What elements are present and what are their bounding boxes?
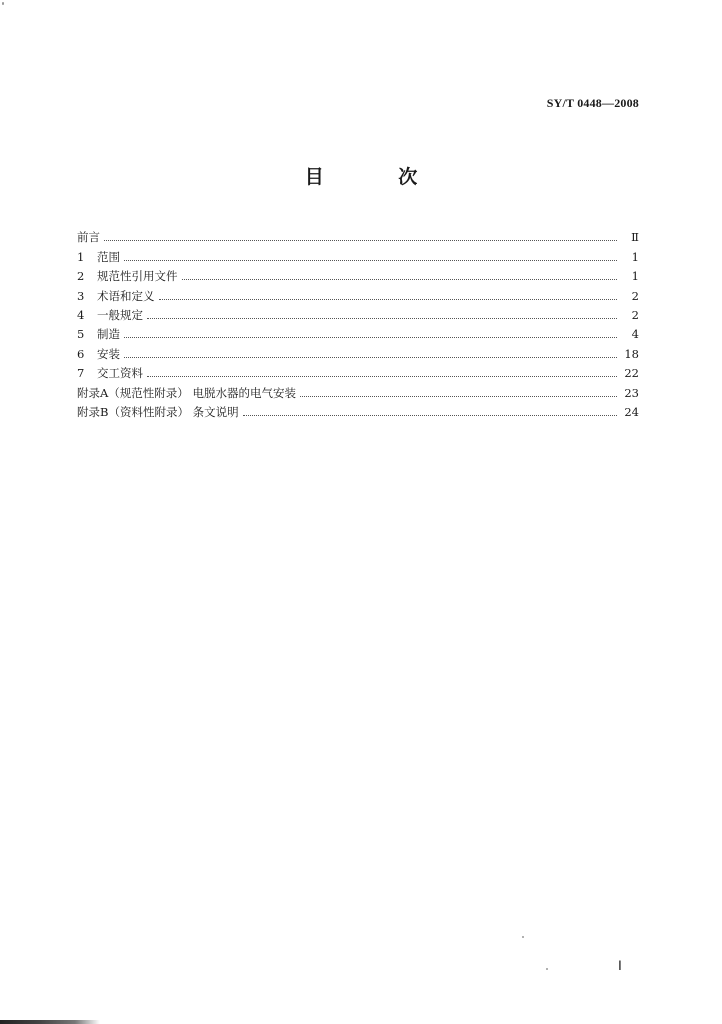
page-number: Ⅰ — [618, 958, 622, 973]
toc-entry-label-group — [77, 405, 243, 419]
toc-entry-page: 24 — [624, 404, 639, 419]
toc-entry[interactable] — [77, 341, 639, 360]
toc-entry[interactable] — [77, 380, 639, 399]
page-title: 目 次 — [304, 166, 452, 188]
scan-mark — [522, 936, 524, 938]
toc-entry[interactable] — [77, 400, 639, 419]
dot-leader — [300, 396, 617, 397]
toc-entry-title: 术语和定义 — [97, 288, 155, 303]
toc-entry-number: 3 — [77, 288, 85, 303]
dot-leader — [104, 240, 617, 241]
toc-entry-title: 规范性引用文件 — [97, 269, 178, 284]
toc-entry-title: 附录B（资料性附录） 条文说明 — [77, 404, 239, 419]
standard-code: SY/T 0448—2008 — [546, 96, 639, 110]
toc-entry-number: 7 — [77, 366, 85, 381]
toc-entry-page: 22 — [624, 366, 639, 381]
toc-entry-label-group — [77, 250, 124, 264]
toc-entry[interactable] — [77, 283, 639, 302]
toc-entry-title: 附录A（规范性附录） 电脱水器的电气安装 — [77, 385, 296, 400]
toc-entry-title: 安装 — [97, 346, 120, 361]
toc-entry-number: 2 — [77, 269, 85, 284]
toc-entry-label-group — [77, 289, 159, 303]
toc-entry[interactable] — [77, 244, 639, 263]
toc-entry[interactable] — [77, 303, 639, 322]
dot-leader — [182, 279, 618, 280]
dot-leader — [159, 299, 618, 300]
dot-leader — [124, 357, 617, 358]
toc-entry[interactable] — [77, 322, 639, 341]
toc-entry[interactable] — [77, 264, 639, 283]
dot-leader — [147, 318, 617, 319]
toc-entry-label-group — [77, 386, 300, 400]
toc-entry-page: 2 — [631, 307, 639, 322]
toc-entry[interactable] — [77, 361, 639, 380]
toc-entry-label-group — [77, 230, 104, 244]
toc-entry-title: 前言 — [77, 230, 100, 245]
dot-leader — [243, 415, 617, 416]
toc-entry-page: 1 — [631, 249, 639, 264]
toc-entry-page: Ⅱ — [631, 230, 639, 245]
toc-entry-number: 1 — [77, 249, 85, 264]
toc-entry-page: 4 — [631, 327, 639, 342]
toc-entry-label-group — [77, 269, 182, 283]
toc-entry-title: 制造 — [97, 327, 120, 342]
table-of-contents — [77, 225, 639, 419]
toc-entry-number: 4 — [77, 307, 85, 322]
toc-entry-title: 一般规定 — [97, 307, 143, 322]
toc-entry-page: 2 — [631, 288, 639, 303]
toc-entry-title: 范围 — [97, 249, 120, 264]
dot-leader — [124, 260, 617, 261]
dot-leader — [147, 376, 617, 377]
scan-edge-artifact — [0, 1020, 100, 1024]
toc-entry-label-group — [77, 308, 147, 322]
toc-entry-label-group — [77, 347, 124, 361]
dot-leader — [124, 337, 617, 338]
toc-entry-page: 23 — [624, 385, 639, 400]
scan-mark — [2, 2, 4, 5]
toc-entry-label-group — [77, 327, 124, 341]
toc-entry-number: 5 — [77, 327, 85, 342]
scan-mark — [546, 968, 548, 970]
toc-entry-label-group — [77, 366, 147, 380]
toc-entry-title: 交工资料 — [97, 366, 143, 381]
toc-entry-page: 18 — [624, 346, 639, 361]
toc-entry-page: 1 — [631, 269, 639, 284]
toc-entry-number: 6 — [77, 346, 85, 361]
toc-entry[interactable] — [77, 225, 639, 244]
